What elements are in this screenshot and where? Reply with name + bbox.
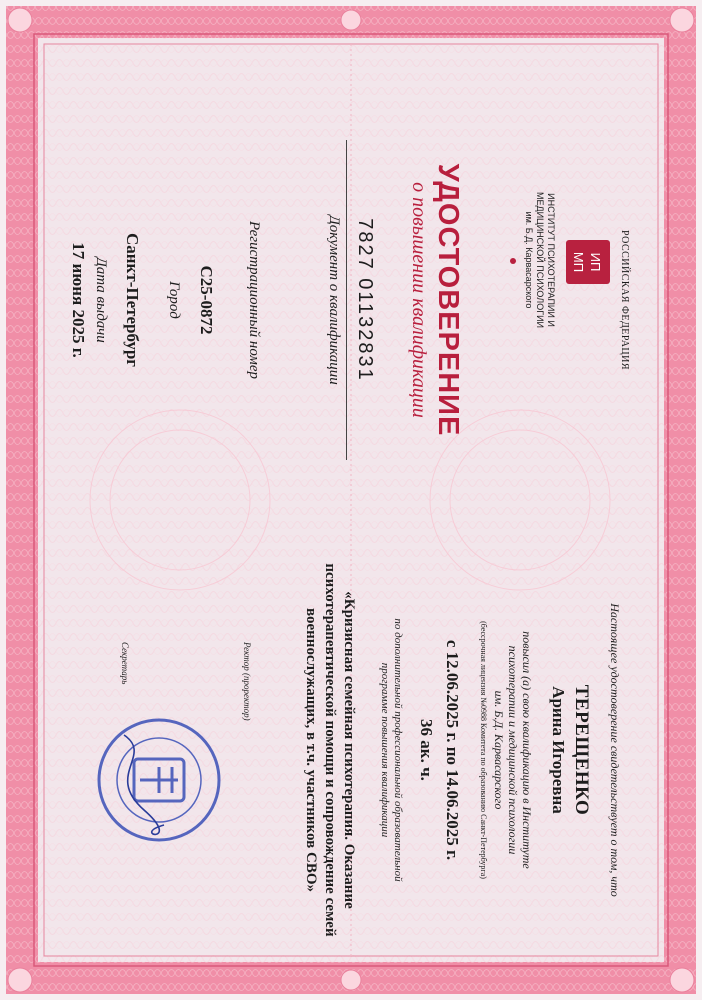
program-title-line: военнослужащих, в т.ч. участников СВО» (303, 608, 319, 892)
program-caption (378, 540, 404, 960)
program-caption-line: по дополнительной профессиональной образовательной (392, 618, 404, 882)
registration-caption: Регистрационный номер (246, 220, 262, 379)
rector-caption: Ректор (проректор) (242, 642, 252, 721)
svg-text:МП: МП (571, 251, 586, 273)
city-value: Санкт-Петербург (123, 232, 142, 368)
divider-dot (510, 258, 516, 264)
program-title (301, 520, 358, 980)
institute-line: МЕДИЦИНСКОЙ ПСИХОЛОГИИ (535, 191, 545, 329)
secretary-caption: Секретарь (120, 642, 130, 685)
program-title-line: психотерапевтической помощи и сопровождение семей (322, 563, 338, 937)
date-caption: Дата выдачи (93, 257, 109, 343)
serial-caption: Документ о квалификации (326, 215, 342, 385)
qualification-line: психотерапии и медицинской психологии (506, 645, 520, 855)
document-title: УДОСТОВЕРЕНИЕ (432, 163, 464, 437)
intro-text: Настоящее удостоверение свидетельствует о том, что (608, 603, 622, 897)
serial-number: 7827 01132831 (354, 218, 376, 382)
country-heading: РОССИЙСКАЯ ФЕДЕРАЦИЯ (619, 229, 630, 371)
institute-logo (566, 240, 610, 284)
license-note: (бессрочная лицензия №0988 Комитета по образованию Санкт-Петербурга) (479, 621, 488, 879)
svg-text:ИП: ИП (588, 252, 603, 272)
institute-name (523, 160, 556, 360)
recipient-name: Арина Игоревна (549, 686, 568, 814)
qualification-text (492, 540, 534, 960)
city-caption: Город (166, 281, 182, 319)
qualification-line: повысил (а) свою квалификацию в Институте (520, 631, 534, 869)
recipient-surname: ТЕРЕЩЕНКО (571, 684, 592, 816)
institute-line: ИНСТИТУТ ПСИХОТЕРАПИИ И (546, 193, 556, 327)
training-period: с 12.06.2025 г. по 14.06.2025 г. (443, 639, 462, 861)
program-title-line: «Кризисная семейная психотерапия. Оказание (341, 591, 357, 909)
official-stamp (94, 715, 224, 845)
institute-line: им. Б.Д. Карвасарского (524, 211, 534, 309)
issue-date: 17 июня 2025 г. (69, 242, 88, 358)
training-hours: 36 ак. ч. (417, 719, 436, 781)
registration-number: С25-0872 (197, 265, 216, 335)
divider-line (346, 140, 347, 460)
program-caption-line: программе повышения квалификации (379, 662, 391, 838)
qualification-line: им. Б.Д. Карвасарского (492, 690, 506, 810)
document-subtitle: о повышении квалификации (408, 182, 430, 418)
